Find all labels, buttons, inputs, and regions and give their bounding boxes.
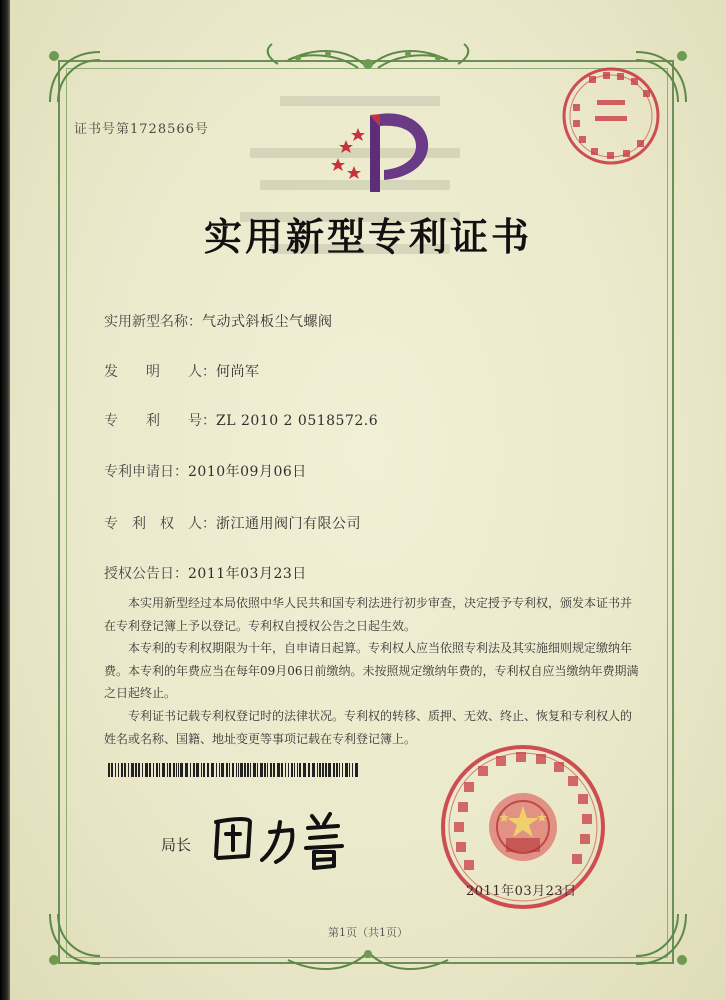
director-label: 局长 xyxy=(161,836,192,854)
field-grant-date xyxy=(104,563,307,583)
body-paragraph: 专利证书记载专利权登记时的法律状况。专利权的转移、质押、无效、终止、恢复和专利权人的姓名或名称、国籍、地址变更等事项记载在专利登记簿上。 xyxy=(104,708,633,746)
certificate-title: 实用新型专利证书 xyxy=(203,214,532,259)
field-application-date xyxy=(104,461,307,481)
corner-seal-icon xyxy=(559,64,663,168)
field-utility-model-name xyxy=(104,311,333,331)
document-spine xyxy=(0,0,10,1000)
field-value: 浙江通用阀门有限公司 xyxy=(216,516,361,532)
issue-date: 2011年03月23日 xyxy=(466,884,577,899)
field-label: 授权公告日： xyxy=(104,566,188,582)
field-label: 专利申请日： xyxy=(104,464,188,480)
field-value: 何尚军 xyxy=(216,364,260,380)
barcode-icon xyxy=(108,763,358,777)
signature-icon xyxy=(206,804,366,874)
bottom-ornament-icon xyxy=(258,944,478,980)
field-label: 实用新型名称： xyxy=(104,314,202,330)
page-indicator: 第1页（共1页） xyxy=(328,926,408,939)
field-inventor xyxy=(104,361,260,381)
top-ornament-icon xyxy=(258,38,478,78)
certificate-number: 证书号第1728566号 xyxy=(74,122,209,137)
certificate-body xyxy=(104,592,640,750)
field-value: 2011年03月23日 xyxy=(188,566,307,582)
field-value: 气动式斜板尘气螺阀 xyxy=(202,314,333,330)
body-paragraph: 本专利的专利权期限为十年，自申请日起算。专利权人应当依照专利法及其实施细则规定缴纳年费。本专利的年费应当在每年09月06日前缴纳。未按照规定缴纳年费的，专利权自应当缴纳年费期满之日起终止。 xyxy=(104,641,639,701)
field-patentee xyxy=(104,513,361,533)
field-value: 2010年09月06日 xyxy=(188,464,307,480)
corner-ornament-icon xyxy=(40,42,110,112)
field-label: 发 明 人： xyxy=(104,364,216,380)
field-value: ZL 2010 2 0518572.6 xyxy=(216,413,379,429)
field-label: 专 利 号： xyxy=(104,413,216,429)
body-paragraph: 本实用新型经过本局依照中华人民共和国专利法进行初步审查，决定授予专利权，颁发本证书并在专利登记簿上予以登记。专利权自授权公告之日起生效。 xyxy=(104,596,633,633)
certificate-page xyxy=(10,0,726,1000)
field-label: 专 利 权 人： xyxy=(104,516,216,532)
sipo-emblem-icon xyxy=(328,100,448,200)
field-patent-number xyxy=(104,410,378,430)
